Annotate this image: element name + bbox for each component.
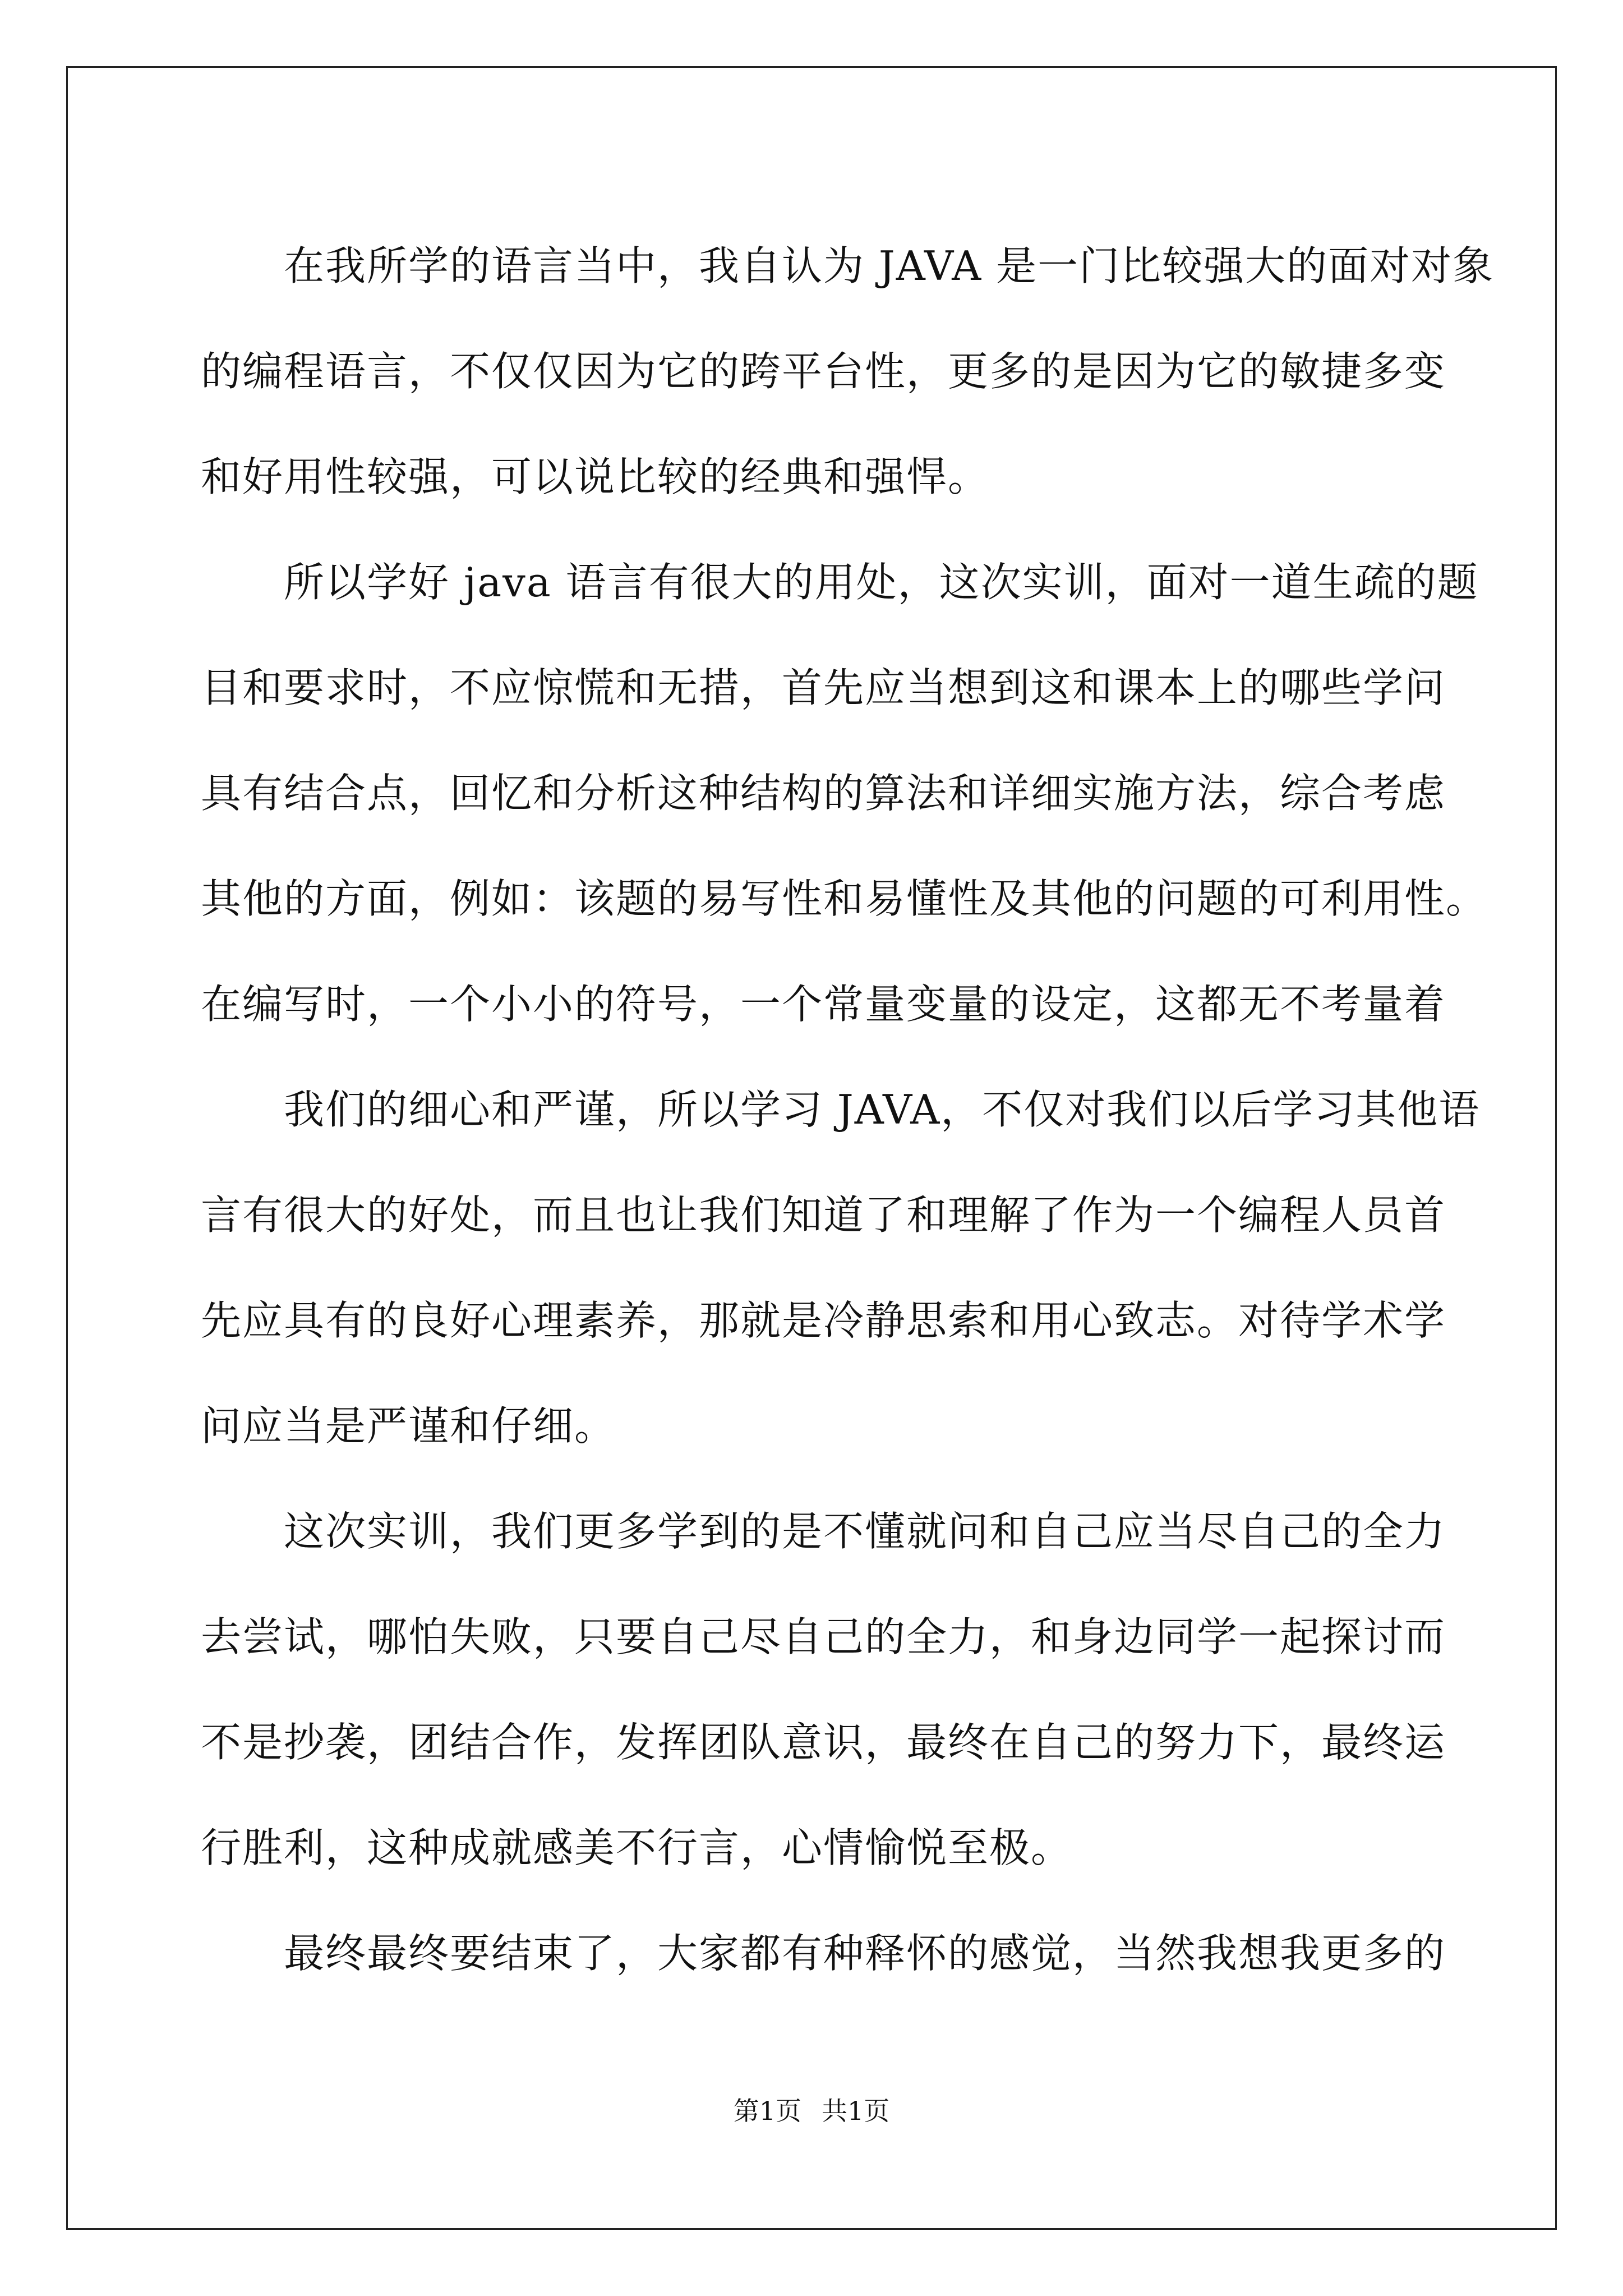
text-line: 和好用性较强，可以说比较的经典和强悍。	[201, 453, 990, 500]
text-line: 在我所学的语言当中，我自认为 JAVA 是一门比较强大的面对对象	[284, 242, 1495, 289]
page-footer	[0, 2094, 1623, 2128]
text-line: 言有很大的好处，而且也让我们知道了和理解了作为一个编程人员首	[201, 1191, 1446, 1239]
text-line: 的编程语言，不仅仅因为它的跨平台性，更多的是因为它的敏捷多变	[201, 348, 1446, 395]
page-number: 第1页	[733, 2096, 801, 2126]
text-line: 问应当是严谨和仔细。	[201, 1402, 616, 1450]
document-body	[201, 213, 1495, 2006]
text-line: 行胜利，这种成就感美不行言，心情愉悦至极。	[201, 1824, 1073, 1871]
text-line: 具有结合点，回忆和分析这种结构的算法和详细实施方法，综合考虑	[201, 770, 1446, 817]
text-line: 我们的细心和严谨，所以学习 JAVA，不仅对我们以后学习其他语	[284, 1086, 1481, 1133]
text-line: 去尝试，哪怕失败，只要自己尽自己的全力，和身边同学一起探讨而	[201, 1613, 1446, 1660]
text-line: 目和要求时，不应惊慌和无措，首先应当想到这和课本上的哪些学问	[201, 664, 1446, 711]
text-line: 先应具有的良好心理素养，那就是冷静思索和用心致志。对待学术学	[201, 1297, 1446, 1344]
text-line: 不是抄袭，团结合作，发挥团队意识，最终在自己的努力下，最终运	[201, 1719, 1446, 1766]
text-line: 其他的方面，例如：该题的易写性和易懂性及其他的问题的可利用性。	[201, 875, 1488, 922]
text-line: 这次实训，我们更多学到的是不懂就问和自己应当尽自己的全力	[284, 1508, 1446, 1555]
text-line: 所以学好 java 语言有很大的用处，这次实训，面对一道生疏的题	[284, 559, 1479, 606]
text-line: 最终最终要结束了，大家都有种释怀的感觉，当然我想我更多的	[284, 1930, 1446, 1977]
page-total: 共1页	[822, 2096, 890, 2126]
text-line: 在编写时，一个小小的符号，一个常量变量的设定，这都无不考量着	[201, 981, 1446, 1028]
